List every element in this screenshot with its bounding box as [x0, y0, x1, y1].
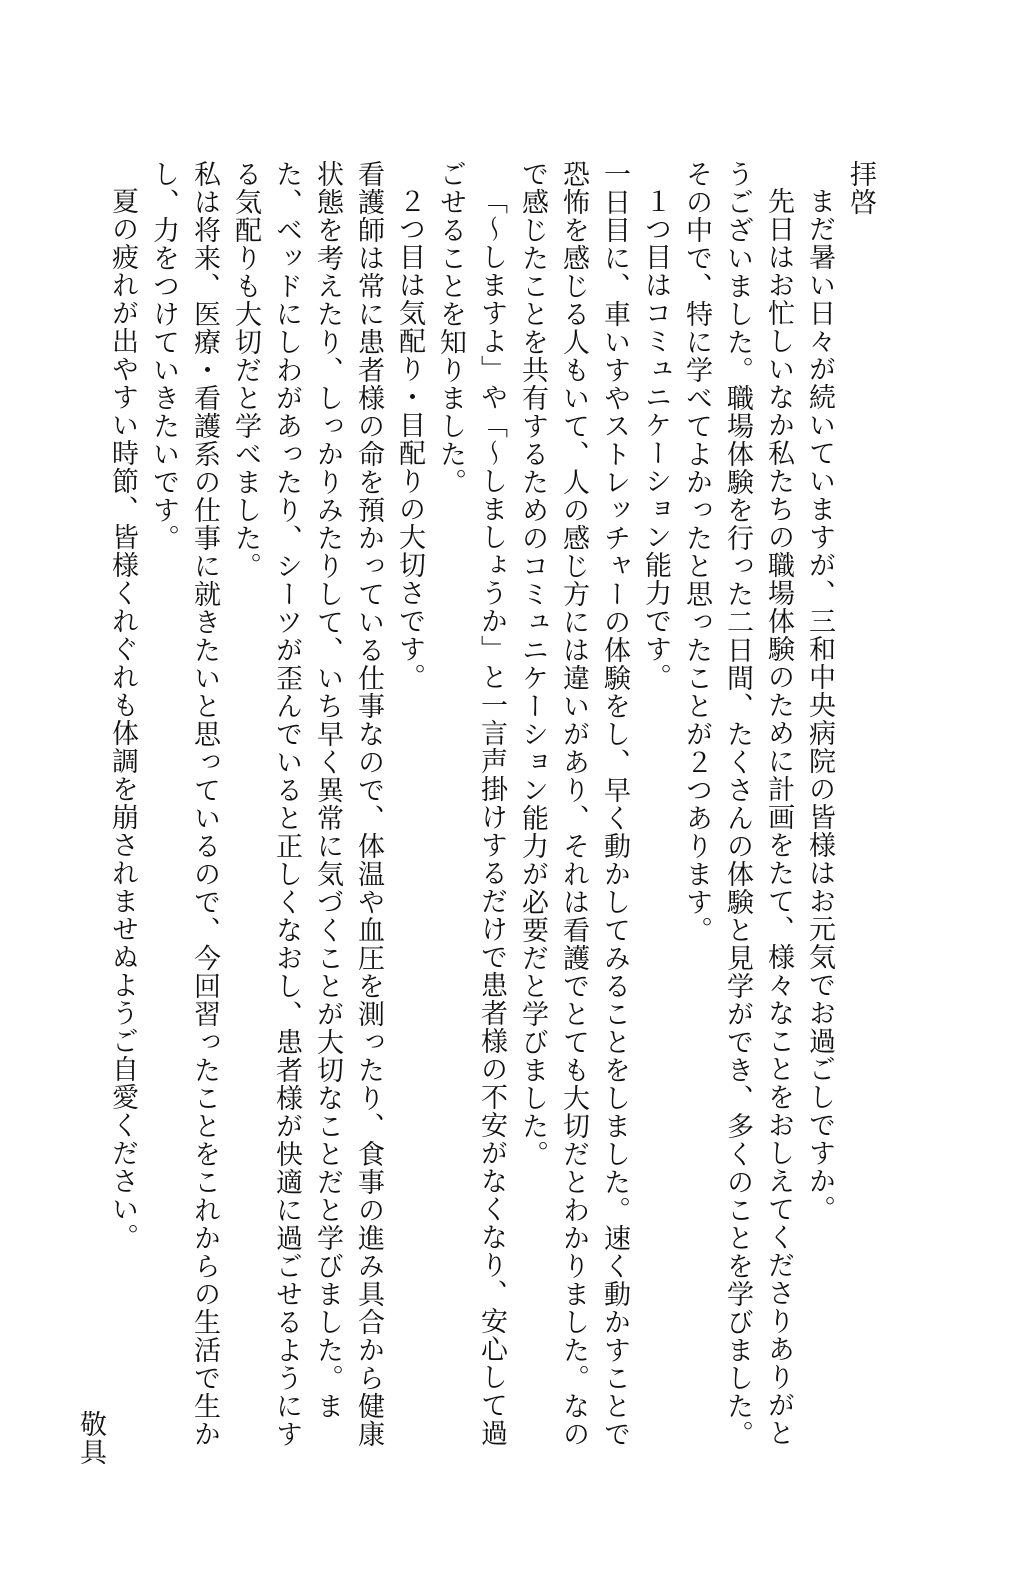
letter-closing: 敬具: [75, 1410, 106, 1466]
paragraph-thanks: 先日はお忙しいなか私たちの職場体験のために計画をたて、様々なことをおしえてくださりありがとうございました。職場体験を行った二日間、たくさんの体験と見学ができ、多くのことを学びました。その中で、特に学べてよかったと思ったことが２つあります。: [681, 160, 794, 1448]
paragraph-point-one-example: 「～しますよ」や「～しましょうか」と一言声掛けするだけで患者様の不安がなくなり、安心して過ごせることを知りました。: [435, 160, 507, 1447]
paragraph-point-two-title: ２つ目は気配り・目配りの大切さです。: [394, 187, 425, 691]
paragraph-point-one-title: １つ目はコミュニケーション能力です。: [640, 187, 671, 691]
paragraph-greeting: まだ暑い日々が続いていますが、三和中央病院の皆様はお元気でお過ごしですか。: [804, 187, 835, 1223]
paragraph-point-one-body: 一日目に、車いすやストレッチャーの体験をし、早く動かしてみることをしました。速く動かすことで恐怖を感じる人もいて、人の感じ方には違いがあり、それは看護でとても大切だとわかりました。なので感じたことを共有するためのコミュニケーション能力が必要だと学びました。: [517, 160, 630, 1448]
paragraph-point-two-body: 看護師は常に患者様の命を預かっている仕事なので、体温や血圧を測ったり、食事の進み具合から健康状態を考えたり、しっかりみたりして、いち早く異常に気づくことが大切なことだと学びました。また、ベッドにしわがあったり、シーツが歪んでいると正しくなおし、患者様が快適に過ごせるようにする気配りも大切だと学べました。: [230, 160, 384, 1448]
letter-opening: 拝啓: [845, 160, 876, 216]
letter-body: [107, 160, 881, 1460]
paragraph-closing-wish: 夏の疲れが出やすい時節、皆様くれぐれも体調を崩されませぬようご自愛ください。: [107, 187, 138, 1251]
paragraph-future: 私は将来、医療・看護系の仕事に就きたいと思っているので、今回習ったことをこれからの生活で生かし、力をつけていきたいです。: [148, 160, 220, 1448]
